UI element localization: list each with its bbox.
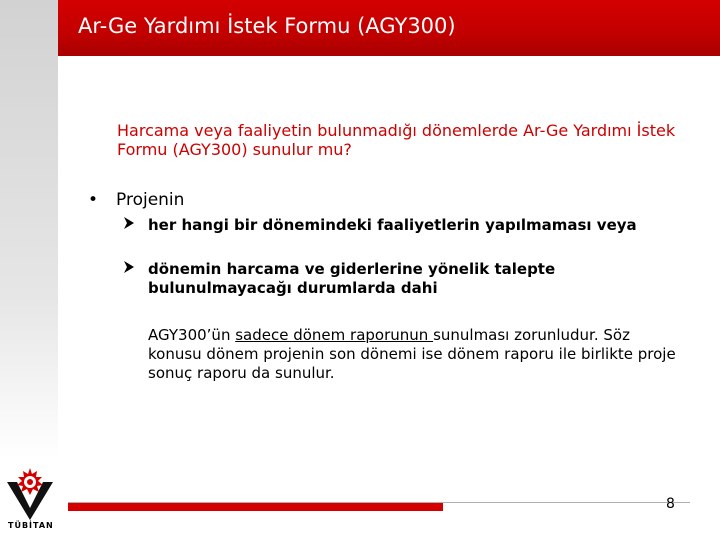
arrow-bullet-icon [122, 216, 136, 235]
bullet-item [88, 190, 184, 210]
bullet-label: Projenin [116, 190, 185, 210]
question-text: Harcama veya faaliyetin bulunmadığı dönemlerde Ar-Ge Yardımı İstek Formu (AGY300) sunulur mu? [117, 121, 676, 159]
sub-item-1 [122, 216, 682, 235]
logo-wordmark: TÜBİTAN [8, 521, 54, 530]
note-underlined-text: sadece dönem raporunun [235, 326, 434, 344]
note-text: AGY300’ün [148, 326, 236, 344]
sub-item-text: dönemin harcama ve giderlerine yönelik talepte bulunulmayacağı durumlarda dahi [148, 260, 556, 297]
arrow-bullet-icon [122, 260, 136, 279]
footer-red-bar [68, 503, 443, 511]
page-number: 8 [666, 496, 675, 512]
left-decor-strip [0, 0, 58, 540]
sub-item-2 [122, 260, 682, 298]
tubitak-logo-icon [5, 468, 55, 520]
slide-title: Ar-Ge Yardımı İstek Formu (AGY300) [78, 14, 456, 38]
bullet-dot-icon: • [88, 190, 99, 210]
note-text: sunulması zorunludur. Söz konusu dönem projenin son dönemi ise dönem raporu ile birlikte proje sonuç raporu da sunulur. [148, 326, 676, 382]
title-bar [58, 0, 720, 56]
sub-item-text: her hangi bir dönemindeki faaliyetlerin yapılmaması veya [148, 216, 637, 234]
note-paragraph [148, 326, 688, 383]
